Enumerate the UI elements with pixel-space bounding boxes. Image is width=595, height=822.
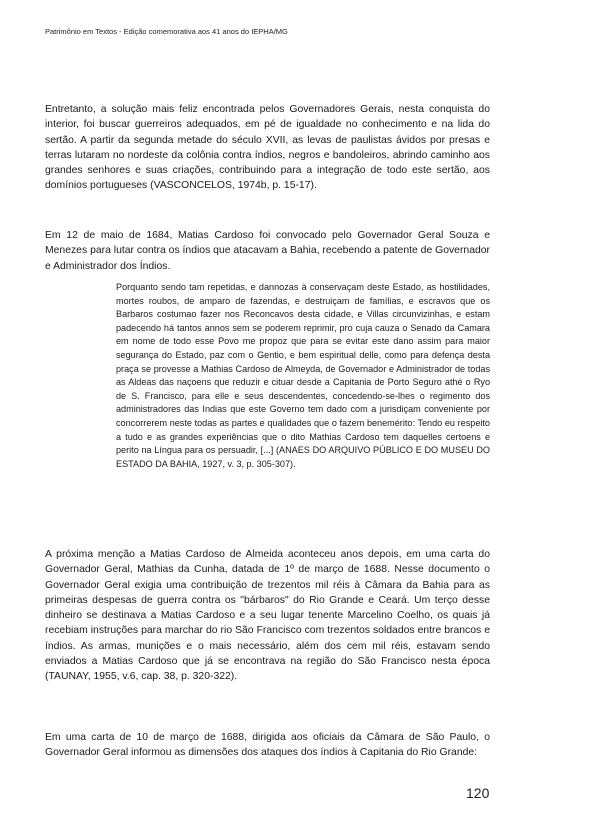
block-quote: Porquanto sendo tam repetidas, e dannozas à conservaçam deste Estado, as hostilidades, mortes roubos, de amparo de fazendas, e destruiçam de famílias, e escravos que os Barbaros costumao fazer nos Reconcavos desta cidade, e Villas circunvizinhas, e estam padecendo há tantos annos sem se poderem reprimir, pro cuja cauza o Senado da Camara em nome de todo esse Povo me propoz que para se evitar este dano assim para maior segurança do Estado, paz com o Gentio, e bem espiritual delle, como para defença desta praça se provesse a Mathias Cardoso de Almeyda, de Governador e Administrador de todas as Aldeas das naçoens que reduzir e cituar desde a Capitania de Porto Seguro athé o Ryo de S. Francisco, para elle e seus descendentes, concedendo-se-lhes o regimento dos administradores das Indias que este Governo tem dado com a jurisdiçam conveniente por concorrerem neste todas as partes e qualidades que o fazem benemérito: Tendo eu respeito a tudo e as grandes experiências que o dito Mathias Cardoso tem daquelles certoens e perito na Língua para os persuadir, [...] (ANAES DO ARQUIVO PÚBLICO E DO MUSEU DO ESTADO DA BAHIA, 1927, v. 3, p. 305-307).: [116, 282, 490, 469]
body-paragraph-2: Em 12 de maio de 1684, Matias Cardoso foi convocado pelo Governador Geral Souza e Menezes para lutar contra os índios que atacavam a Bahia, recebendo a patente de Governador e Administrador dos Índios.: [45, 230, 490, 272]
body-paragraph-4: Em uma carta de 10 de março de 1688, dirigida aos oficiais da Câmara de São Paulo, o Governador Geral informou as dimensões dos ataques dos índios à Capitania do Rio Grande:: [45, 732, 490, 759]
running-header: Patrimônio em Textos - Edição comemorativa aos 41 anos do IEPHA/MG: [45, 27, 288, 36]
page-number: 120: [466, 785, 490, 801]
body-paragraph-3: A próxima menção a Matias Cardoso de Almeida aconteceu anos depois, em uma carta do Governador Geral, Mathias da Cunha, datada de 1º de março de 1688. Nesse documento o Governador Geral exigia uma contribuição de trezentos mil réis à Câmara da Bahia para as primeiras despesas de guerra contra os "bárbaros" do Rio Grande e Ceará. Um terço desse dinheiro se destinava a Matias Cardoso e a seu lugar tenente Marcelino Coelho, os quais já recebiam instruções para marchar do rio São Francisco com trezentos soldados entre brancos e índios. As armas, munições e o mais necessário, além dos cem mil réis, estavam sendo enviados a Matias Cardoso que já se encontrava na região do São Francisco nesta época (TAUNAY, 1955, v.6, cap. 38, p. 320-322).: [45, 549, 490, 683]
body-paragraph-1: Entretanto, a solução mais feliz encontrada pelos Governadores Gerais, nesta conquista do interior, foi buscar guerreiros adequados, em pé de igualdade no conhecimento e na lida do sertão. A partir da segunda metade do século XVII, as levas de paulistas ávidos por presas e terras lutaram no nordeste da colônia contra índios, negros e bandoleiros, abrindo caminho aos grandes senhores e suas criações, contribuindo para a integração de todo este sertão, aos domínios portugueses (VASCONCELOS, 1974b, p. 15-17).: [45, 104, 490, 192]
